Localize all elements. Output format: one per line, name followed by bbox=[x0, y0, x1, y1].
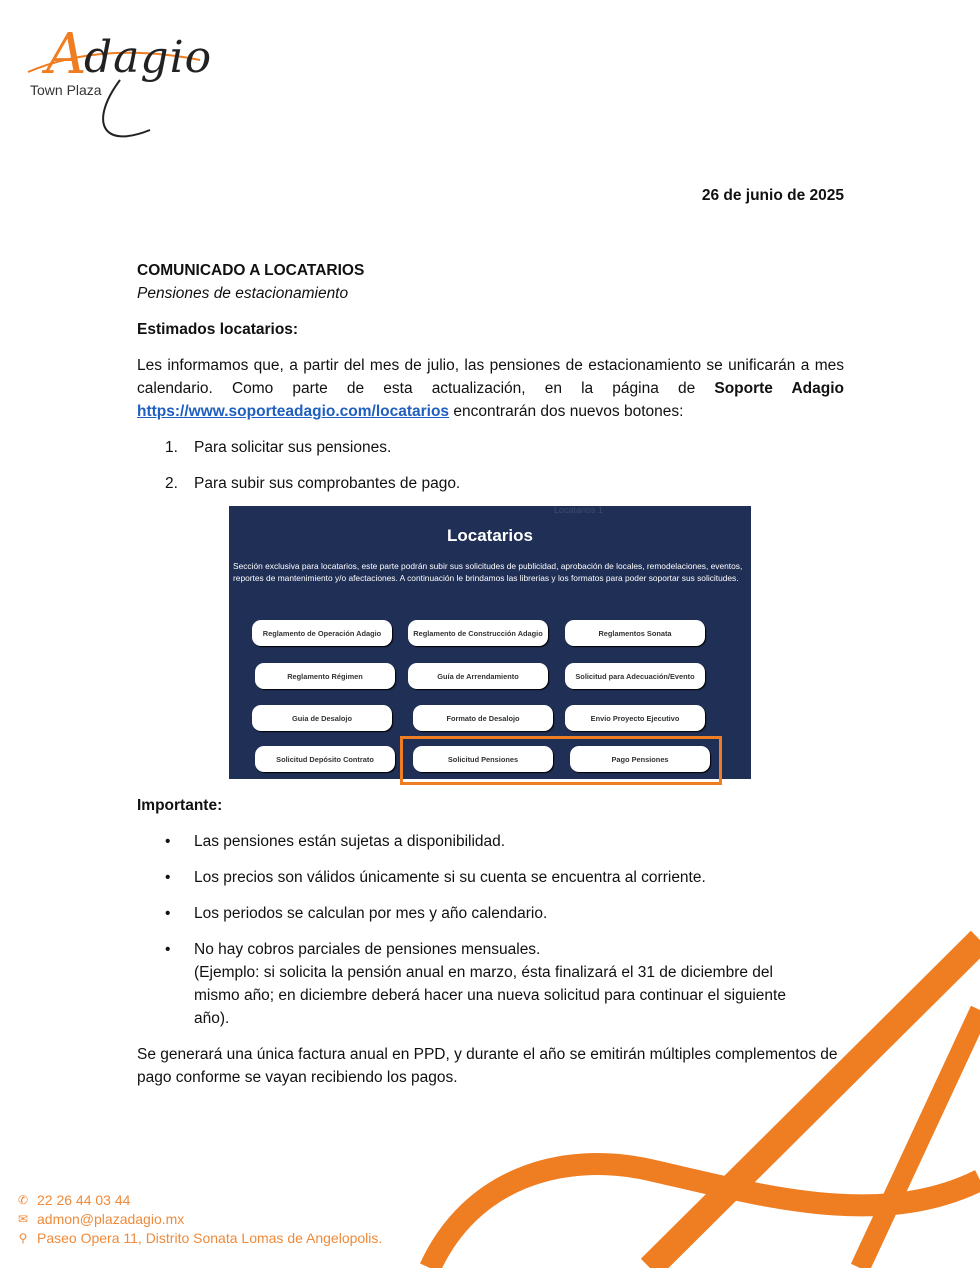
screenshot-description: Sección exclusiva para locatarios, este parte podrán subir sus solicitudes de publicidad, aprobación de locales, remodelaciones, eventos, reportes de mantenimiento y/o afectaciones. A continuación le brindamos las librerias y los formatos para poder soportar sus solicitudes. bbox=[233, 561, 743, 583]
button-envio-proyecto[interactable]: Envio Proyecto Ejecutivo bbox=[565, 705, 705, 731]
button-solicitud-adecuacion[interactable]: Solicitud para Adecuación/Evento bbox=[565, 663, 705, 689]
phone-icon: ✆ bbox=[17, 1193, 29, 1207]
closing-paragraph: Se generará una única factura anual en PPD, y durante el año se emitirán múltiples complementos de pago conforme se vayan recibiendo los pagos. bbox=[137, 1046, 838, 1086]
important-title: Importante: bbox=[137, 797, 223, 814]
heading: COMUNICADO A LOCATARIOS bbox=[137, 262, 365, 279]
list-item: • Los precios son válidos únicamente si su cuenta se encuentra al corriente. bbox=[165, 869, 706, 886]
footer-email: ✉ admon@plazadagio.mx bbox=[17, 1211, 185, 1227]
button-solicitud-pensiones[interactable]: Solicitud Pensiones bbox=[413, 746, 553, 772]
list-item: • No hay cobros parciales de pensiones mensuales. (Ejemplo: si solicita la pensión anual en marzo, ésta finalizará el 31 de diciembre del mismo año; en diciembre deberá hacer una nueva solicitud para continuar el siguiente año). bbox=[165, 941, 786, 1027]
locatarios-screenshot: Locatarios 1 Locatarios Sección exclusiva para locatarios, este parte podrán subir sus solicitudes de publicidad, aprobación de locales, remodelaciones, eventos, reportes de mantenimiento y/o afectaciones. A continuación le brindamos las librerias y los formatos para poder soportar sus solicitudes. Reglamento de Operación Adagio Reglamento de Construcción Adagio Reglamentos Sonata Reglamento Régimen Guía de Arrendamiento Solicitud para Adecuación/Evento Guia de Desalojo Formato de Desalojo Envio Proyecto Ejecutivo Solicitud Depósito Contrato Solicitud Pensiones Pago Pensiones bbox=[229, 506, 751, 779]
letter-date: 26 de junio de 2025 bbox=[701, 187, 844, 204]
screenshot-title: Locatarios bbox=[447, 526, 533, 545]
button-reglamento-regimen[interactable]: Reglamento Régimen bbox=[255, 663, 395, 689]
button-guia-desalojo[interactable]: Guia de Desalojo bbox=[252, 705, 392, 731]
list-item: 1. Para solicitar sus pensiones. bbox=[165, 439, 392, 456]
button-formato-desalojo[interactable]: Formato de Desalojo bbox=[413, 705, 553, 731]
location-pin-icon: ⚲ bbox=[18, 1231, 28, 1245]
button-reglamento-operacion[interactable]: Reglamento de Operación Adagio bbox=[252, 620, 392, 646]
button-solicitud-deposito[interactable]: Solicitud Depósito Contrato bbox=[255, 746, 395, 772]
list-item: 2. Para subir sus comprobantes de pago. bbox=[165, 475, 461, 492]
mail-icon: ✉ bbox=[17, 1212, 29, 1226]
list-item: • Las pensiones están sujetas a disponibilidad. bbox=[165, 833, 506, 850]
intro-paragraph: Les informamos que, a partir del mes de julio, las pensiones de estacionamiento se unificarán a mes calendario. Como parte de esta actualización, en la página de Soporte Adagio https://www.soporteadagio.com/locatarios encontrarán dos nuevos botones: bbox=[137, 357, 844, 420]
soporte-link[interactable]: https://www.soporteadagio.com/locatarios bbox=[137, 403, 450, 420]
greeting: Estimados locatarios: bbox=[137, 321, 299, 338]
subheading: Pensiones de estacionamiento bbox=[137, 285, 349, 302]
adagio-logo: A dagio Town Plaza bbox=[30, 22, 213, 98]
button-guia-arrendamiento[interactable]: Guía de Arrendamiento bbox=[408, 663, 548, 689]
footer-phone: ✆ 22 26 44 03 44 bbox=[17, 1192, 131, 1208]
button-reglamento-construccion[interactable]: Reglamento de Construcción Adagio bbox=[408, 620, 548, 646]
button-reglamentos-sonata[interactable]: Reglamentos Sonata bbox=[565, 620, 705, 646]
list-item: • Los periodos se calculan por mes y año calendario. bbox=[165, 905, 548, 922]
footer-address: ⚲ Paseo Opera 11, Distrito Sonata Lomas de Angelopolis. bbox=[16, 1230, 382, 1246]
button-pago-pensiones[interactable]: Pago Pensiones bbox=[570, 746, 710, 772]
highlight-box bbox=[400, 736, 722, 785]
